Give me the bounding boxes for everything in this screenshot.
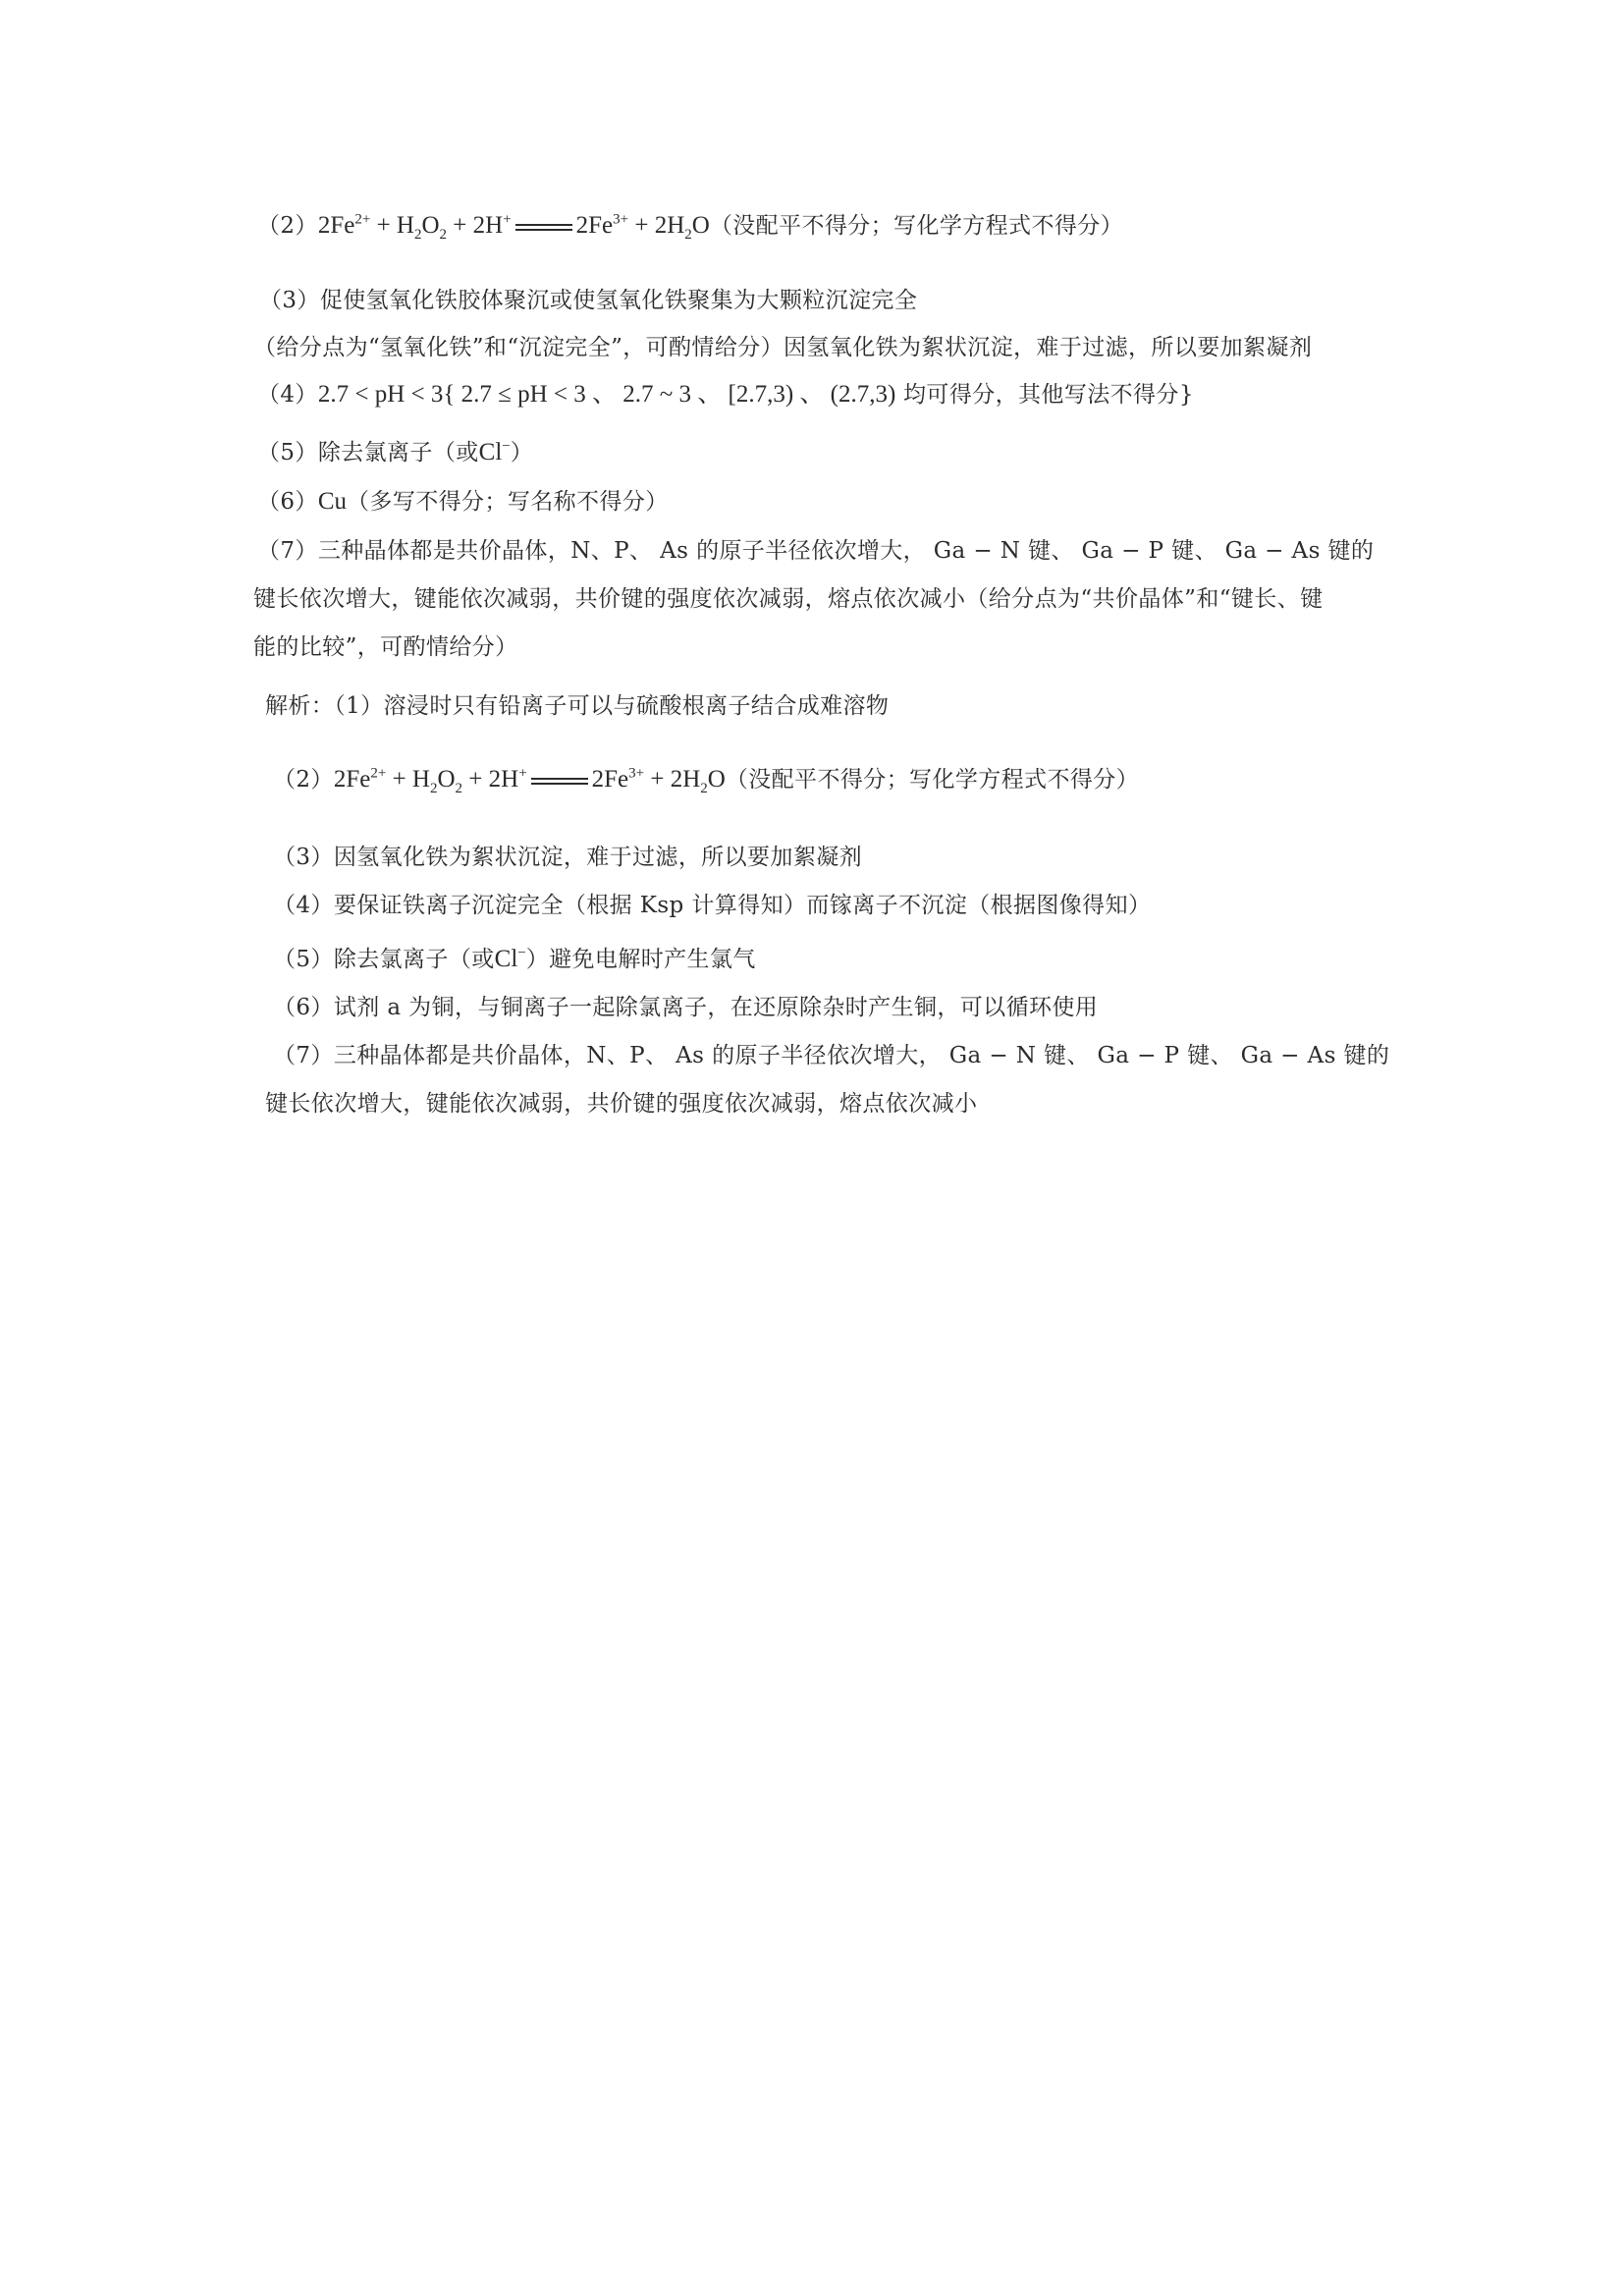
analysis-7-line-1: （7）三种晶体都是共价晶体，N、P、 As 的原子半径依次增大， Ga − N 键、 Ga − P 键、 Ga − As 键的 [273,1043,1390,1068]
answer-7-line-2: 键长依次增大，键能依次减弱，共价键的强度依次减弱，熔点依次减小（给分点为“共价晶体”和“键长、键 [253,586,1324,612]
answer-4-range: 2.7 < pH < 3 [317,381,444,408]
answer-4-prefix: （4） [257,382,318,408]
answer-2-equation: $2Fe^{2+} + H_2O_2 + 2H^+$ $2Fe^{3+} + 2H_2O$ [317,211,710,243]
analysis-2-equation: $2Fe^{2+} + H_2O_2 + 2H^+$ $2Fe^{3+} + 2H_2O$ [333,765,726,796]
answer-3-line-1: （3）促使氢氧化铁胶体聚沉或使氢氧化铁聚集为大颗粒沉淀完全 [259,288,918,313]
equals-sign-icon [531,778,588,785]
answer-4-note: 均可得分，其他写法不得分} [895,382,1194,408]
answer-2-prefix: （2） [257,213,318,239]
equals-sign-icon [515,224,572,231]
answer-4-alternatives: { 2.7 ≤ pH < 3 、 2.7 ~ 3 、 [2.7,3) 、 (2.7,3) [443,381,896,408]
chloride-ion: Cl− [478,438,511,465]
analysis-5: （5）除去氯离子（或Cl−）避免电解时产生氯气 [273,945,756,972]
answer-5: （5）除去氯离子（或Cl−） [257,438,534,465]
copper-symbol: Cu [317,488,348,515]
answer-4 [257,379,1194,410]
answer-2-note: （没配平不得分；写化学方程式不得分） [709,213,1124,239]
chloride-ion: Cl− [494,945,526,972]
answer-7-line-1: （7）三种晶体都是共价晶体，N、P、 As 的原子半径依次增大， Ga − N 键、 Ga − P 键、 Ga − As 键的 [257,538,1375,564]
analysis-4: （4）要保证铁离子沉淀完全（根据 Ksp 计算得知）而镓离子不沉淀（根据图像得知） [273,893,1152,918]
analysis-7-line-2: 键长依次增大，键能依次减弱，共价键的强度依次减弱，熔点依次减小 [265,1091,978,1117]
analysis-3: （3）因氢氧化铁为絮状沉淀，难于过滤，所以要加絮凝剂 [273,845,863,870]
answer-7-line-3: 能的比较”，可酌情给分） [253,634,518,660]
answer-3-line-2: （给分点为“氢氧化铁”和“沉淀完全”，可酌情给分）因氢氧化铁为絮状沉淀，难于过滤，所以要加絮凝剂 [253,335,1313,360]
analysis-6: （6）试剂 a 为铜，与铜离子一起除氯离子，在还原除杂时产生铜，可以循环使用 [273,995,1099,1020]
answer-6: （6）Cu（多写不得分；写名称不得分） [257,488,669,515]
analysis-1: 解析：（1）溶浸时只有铅离子可以与硫酸根离子结合成难溶物 [265,693,890,719]
analysis-2: $(2)2Fe^{2+} + H_2O_2 + 2H^+$ $2Fe^{3+} + 2H_2O$（没配平不得分；写化学方程式不得分） [273,765,1140,796]
answer-2 [257,210,1123,242]
